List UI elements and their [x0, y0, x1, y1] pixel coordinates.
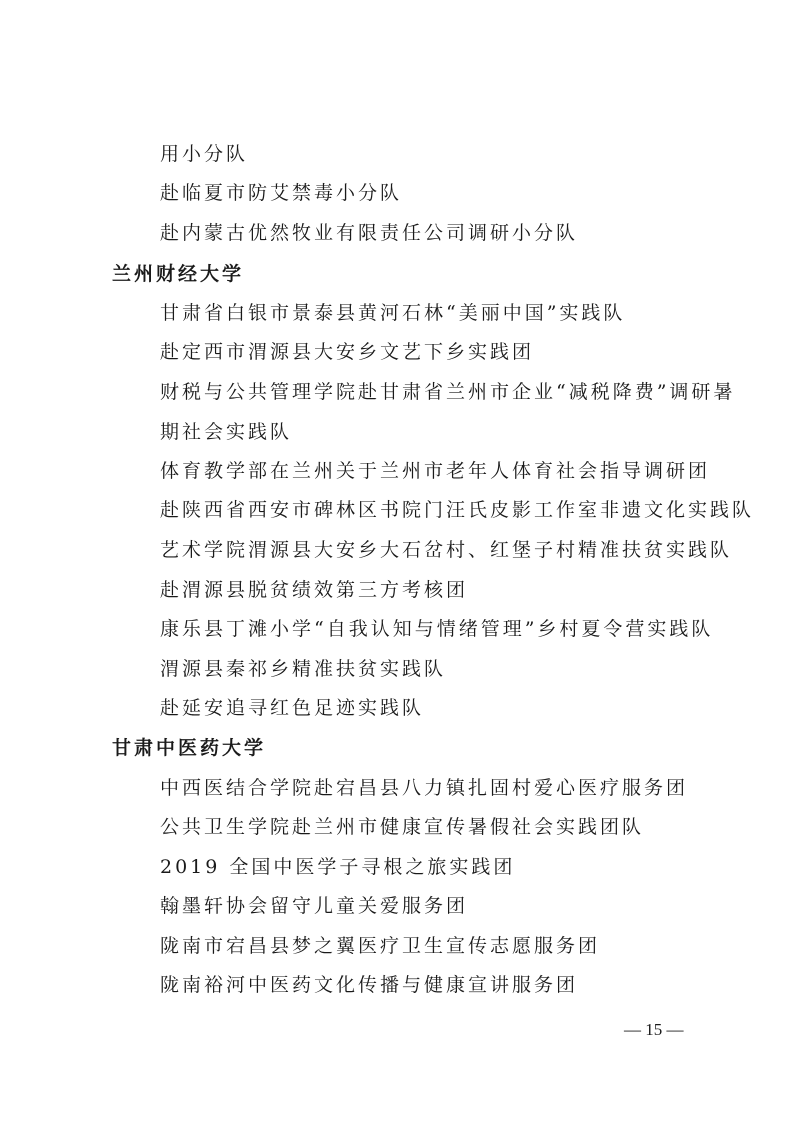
list-item: 财税与公共管理学院赴甘肃省兰州市企业“减税降费”调研暑 — [160, 381, 736, 403]
list-item: 康乐县丁滩小学“自我认知与情绪管理”乡村夏令营实践队 — [160, 618, 714, 640]
list-item: 赴定西市渭源县大安乡文艺下乡实践团 — [160, 341, 535, 363]
list-item: 赴内蒙古优然牧业有限责任公司调研小分队 — [160, 222, 579, 244]
list-item: 陇南市宕昌县梦之翼医疗卫生宣传志愿服务团 — [160, 935, 601, 957]
list-item: 2019 全国中医学子寻根之旅实践团 — [160, 856, 516, 878]
section-heading: 甘肃中医药大学 — [112, 737, 267, 759]
list-item: 中西医结合学院赴宕昌县八力镇扎固村爱心医疗服务团 — [160, 777, 689, 799]
list-item: 艺术学院渭源县大安乡大石岔村、红堡子村精准扶贫实践队 — [160, 539, 733, 561]
list-item: 赴临夏市防艾禁毒小分队 — [160, 182, 403, 204]
list-item: 用小分队 — [160, 143, 249, 165]
list-item: 翰墨轩协会留守儿童关爱服务团 — [160, 895, 469, 917]
list-item: 赴渭源县脱贫绩效第三方考核团 — [160, 579, 469, 601]
list-item: 渭源县秦祁乡精准扶贫实践队 — [160, 658, 447, 680]
list-item: 体育教学部在兰州关于兰州市老年人体育社会指导调研团 — [160, 460, 711, 482]
section-heading: 兰州财经大学 — [112, 263, 245, 285]
page-number: — 15 — — [624, 1020, 684, 1039]
list-item: 陇南裕河中医药文化传播与健康宣讲服务团 — [160, 974, 579, 996]
list-item: 公共卫生学院赴兰州市健康宣传暑假社会实践团队 — [160, 816, 645, 838]
list-item: 甘肃省白银市景泰县黄河石林“美丽中国”实践队 — [160, 302, 626, 324]
list-item: 赴陕西省西安市碑林区书院门汪氏皮影工作室非遗文化实践队 — [160, 499, 755, 521]
list-item: 期社会实践队 — [160, 421, 293, 443]
list-item: 赴延安追寻红色足迹实践队 — [160, 697, 425, 719]
